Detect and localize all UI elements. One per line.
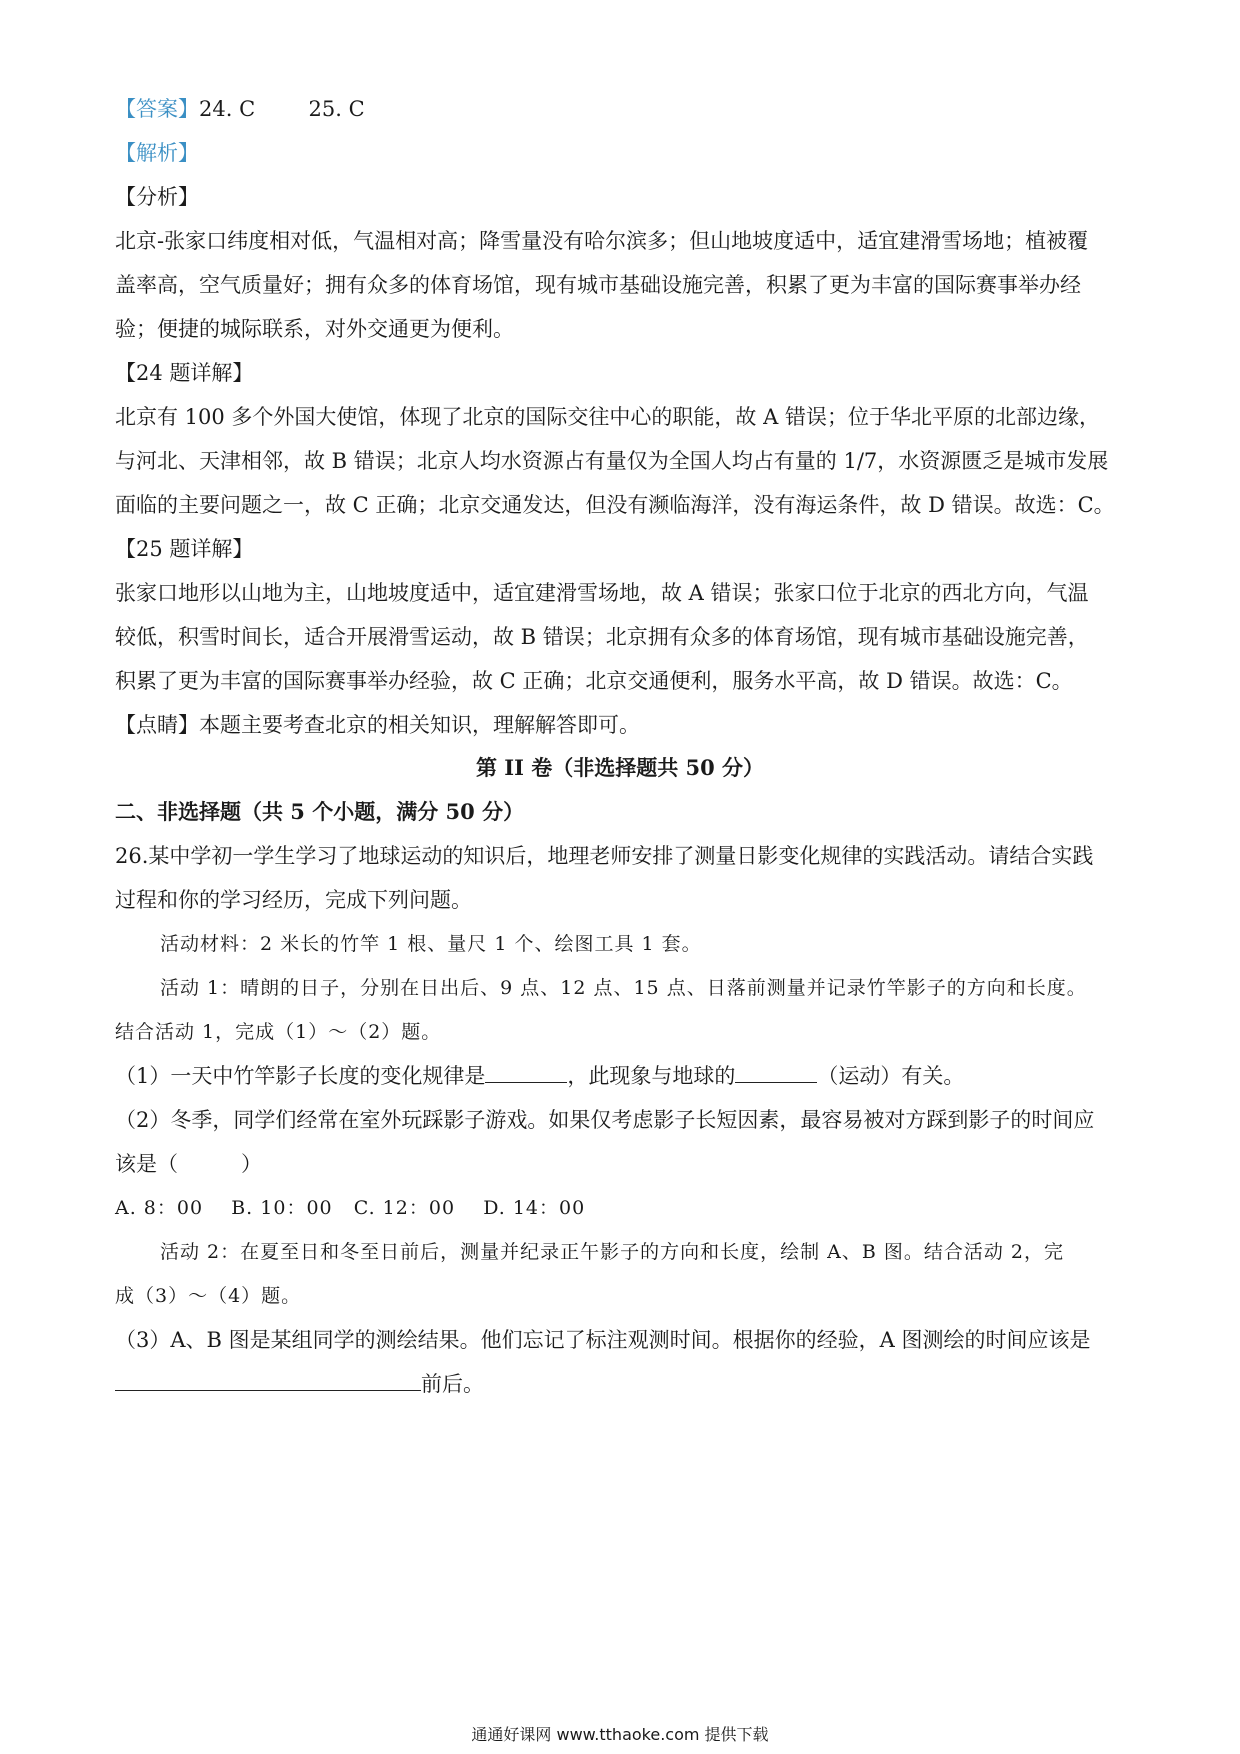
q26-options: A. 8：00 B. 10：00 C. 12：00 D. 14：00 [115, 1197, 586, 1219]
answer-items: 24. C 25. C [199, 97, 365, 121]
q26-part2-line-1: （2）冬季，同学们经常在室外玩踩影子游戏。如果仅考虑影子长短因素，最容易被对方踩到影子的时间应 [115, 1108, 1095, 1132]
q24-line-3: 面临的主要问题之一，故 C 正确；北京交通发达，但没有濒临海洋，没有海运条件，故 D 错误。故选：C。 [115, 493, 1115, 517]
part1-text-b: ，此现象与地球的 [567, 1064, 736, 1088]
part1-text-a: （1）一天中竹竿影子长度的变化规律是 [115, 1064, 486, 1088]
dianjing-line: 【点睛】本题主要考查北京的相关知识，理解解答即可。 [115, 713, 640, 737]
q26-part1 [115, 1061, 964, 1091]
activity1-line-2: 结合活动 1，完成（1）～（2）题。 [115, 1021, 442, 1043]
page-footer: 通通好课网 www.tthaoke.com 提供下载 [471, 1725, 769, 1744]
q24-line-2: 与河北、天津相邻，故 B 错误；北京人均水资源占有量仅为全国人均占有量的 1/7，水资源匮乏是城市发展 [115, 449, 1109, 473]
q25-line-2: 较低，积雪时间长，适合开展滑雪运动，故 B 错误；北京拥有众多的体育场馆，现有城市基础设施完善， [115, 625, 1089, 649]
q24-tag: 【24 题详解】 [115, 361, 254, 385]
part1-text-c: （运动）有关。 [817, 1064, 965, 1088]
fenxi-line-3: 验；便捷的城际联系，对外交通更为便利。 [115, 317, 514, 341]
q26-part3-line: （3）A、B 图是某组同学的测绘结果。他们忘记了标注观测时间。根据你的经验，A 图测绘的时间应该是 [115, 1328, 1091, 1352]
answer-blank-2[interactable] [735, 1062, 817, 1083]
q26-stem-line-1: 26.某中学初一学生学习了地球运动的知识后，地理老师安排了测量日影变化规律的实践活动。请结合实践 [115, 844, 1094, 868]
fenxi-line-2: 盖率高，空气质量好；拥有众多的体育场馆，现有城市基础设施完善，积累了更为丰富的国际赛事举办经 [115, 273, 1081, 297]
answer-blank-1[interactable] [485, 1062, 567, 1083]
q24-line-1: 北京有 100 多个外国大使馆，体现了北京的国际交往中心的职能，故 A 错误；位于华北平原的北部边缘， [115, 405, 1100, 429]
answer-blank-3[interactable] [115, 1370, 421, 1391]
activity2-line-1: 活动 2：在夏至日和冬至日前后，测量并纪录正午影子的方向和长度，绘制 A、B 图。结合活动 2，完 [160, 1241, 1065, 1263]
q25-line-3: 积累了更为丰富的国际赛事举办经验，故 C 正确；北京交通便利，服务水平高，故 D 错误。故选：C。 [115, 669, 1073, 693]
activity2-line-2: 成（3）～（4）题。 [115, 1285, 302, 1307]
analysis-tag: 【解析】 [115, 141, 199, 165]
q25-line-1: 张家口地形以山地为主，山地坡度适中，适宜建滑雪场地，故 A 错误；张家口位于北京的西北方向，气温 [115, 581, 1089, 605]
activity-materials: 活动材料：2 米长的竹竿 1 根、量尺 1 个、绘图工具 1 套。 [160, 933, 702, 955]
section-title: 二、非选择题（共 5 个小题，满分 50 分） [115, 799, 525, 824]
q26-stem-line-2: 过程和你的学习经历，完成下列问题。 [115, 888, 472, 912]
fenxi-tag: 【分析】 [115, 185, 199, 209]
q25-tag: 【25 题详解】 [115, 537, 254, 561]
q26-part3-answer [115, 1369, 484, 1399]
fenxi-line-1: 北京-张家口纬度相对低，气温相对高；降雪量没有哈尔滨多；但山地坡度适中，适宜建滑雪场地；植被覆 [115, 229, 1089, 253]
q26-part2-line-2: 该是（ ） [115, 1152, 262, 1176]
answer-tag: 【答案】 [115, 97, 199, 121]
part3-tail: 前后。 [421, 1372, 484, 1396]
activity1-line-1: 活动 1：晴朗的日子，分别在日出后、9 点、12 点、15 点、日落前测量并记录竹竿影子的方向和长度。 [160, 977, 1087, 999]
volume-title: 第 II 卷（非选择题共 50 分） [475, 755, 765, 780]
answer-line [115, 94, 365, 124]
